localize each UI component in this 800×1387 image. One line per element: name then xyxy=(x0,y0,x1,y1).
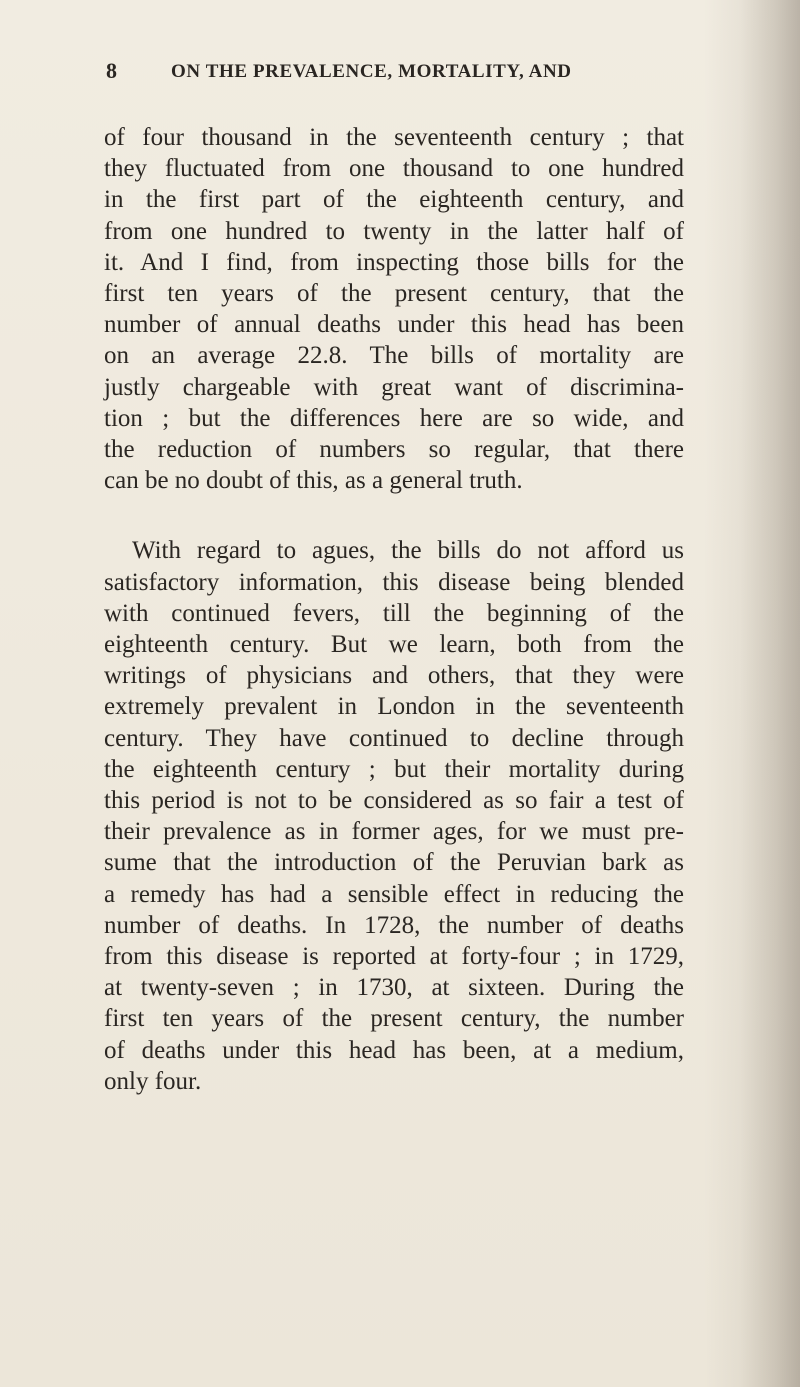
text-line: from this disease is reported at forty-four ; in 1729, xyxy=(104,943,684,971)
text-line: at twenty-seven ; in 1730, at sixteen. During the xyxy=(104,974,684,1002)
text-line: number of deaths. In 1728, the number of deaths xyxy=(104,911,684,939)
text-line: writings of physicians and others, that they were xyxy=(104,662,684,690)
text-line: in the first part of the eighteenth century, and xyxy=(104,186,684,214)
text-line: of four thousand in the seventeenth century ; that xyxy=(104,124,684,151)
text-line: it. And I find, from inspecting those bills for the xyxy=(104,248,684,276)
text-line: with continued fevers, till the beginning of the xyxy=(104,599,684,627)
paragraph-1 xyxy=(104,122,684,496)
text-line: they fluctuated from one thousand to one hundred xyxy=(104,155,684,183)
text-line: century. They have continued to decline through xyxy=(104,724,684,752)
text-line: from one hundred to twenty in the latter half of xyxy=(104,217,684,245)
text-line: sume that the introduction of the Peruvian bark as xyxy=(104,849,684,877)
page-number: 8 xyxy=(106,58,118,83)
text-line: first ten years of the present century, that the xyxy=(104,280,684,308)
text-line: on an average 22.8. The bills of mortality are xyxy=(104,342,684,370)
text-line: extremely prevalent in London in the seventeenth xyxy=(104,693,684,721)
text-line: number of annual deaths under this head has been xyxy=(104,311,684,339)
text-line: only four. xyxy=(104,1067,202,1095)
text-line: can be no doubt of this, as a general truth. xyxy=(104,467,523,495)
page-edge-shadow xyxy=(740,0,800,1387)
text-line: tion ; but the differences here are so wide, and xyxy=(104,404,684,432)
text-line: justly chargeable with great want of discrimina- xyxy=(104,373,684,401)
running-title: ON THE PREVALENCE, MORTALITY, AND xyxy=(171,61,572,82)
text-line: eighteenth century. But we learn, both from the xyxy=(104,631,684,659)
running-head xyxy=(106,58,606,98)
paragraph-2 xyxy=(104,535,684,1097)
text-line: of deaths under this head has been, at a medium, xyxy=(104,1036,684,1064)
text-line: first ten years of the present century, the number xyxy=(104,1005,684,1033)
body-text xyxy=(104,122,684,1097)
text-line: this period is not to be considered as so fair a test of xyxy=(104,787,684,815)
text-line: the reduction of numbers so regular, that there xyxy=(104,436,684,464)
text-line: With regard to agues, the bills do not afford us xyxy=(132,537,684,565)
text-line: their prevalence as in former ages, for we must pre- xyxy=(104,818,684,846)
text-line: the eighteenth century ; but their mortality during xyxy=(104,755,684,783)
text-line: a remedy has had a sensible effect in reducing the xyxy=(104,880,684,908)
text-line: satisfactory information, this disease being blended xyxy=(104,568,684,596)
